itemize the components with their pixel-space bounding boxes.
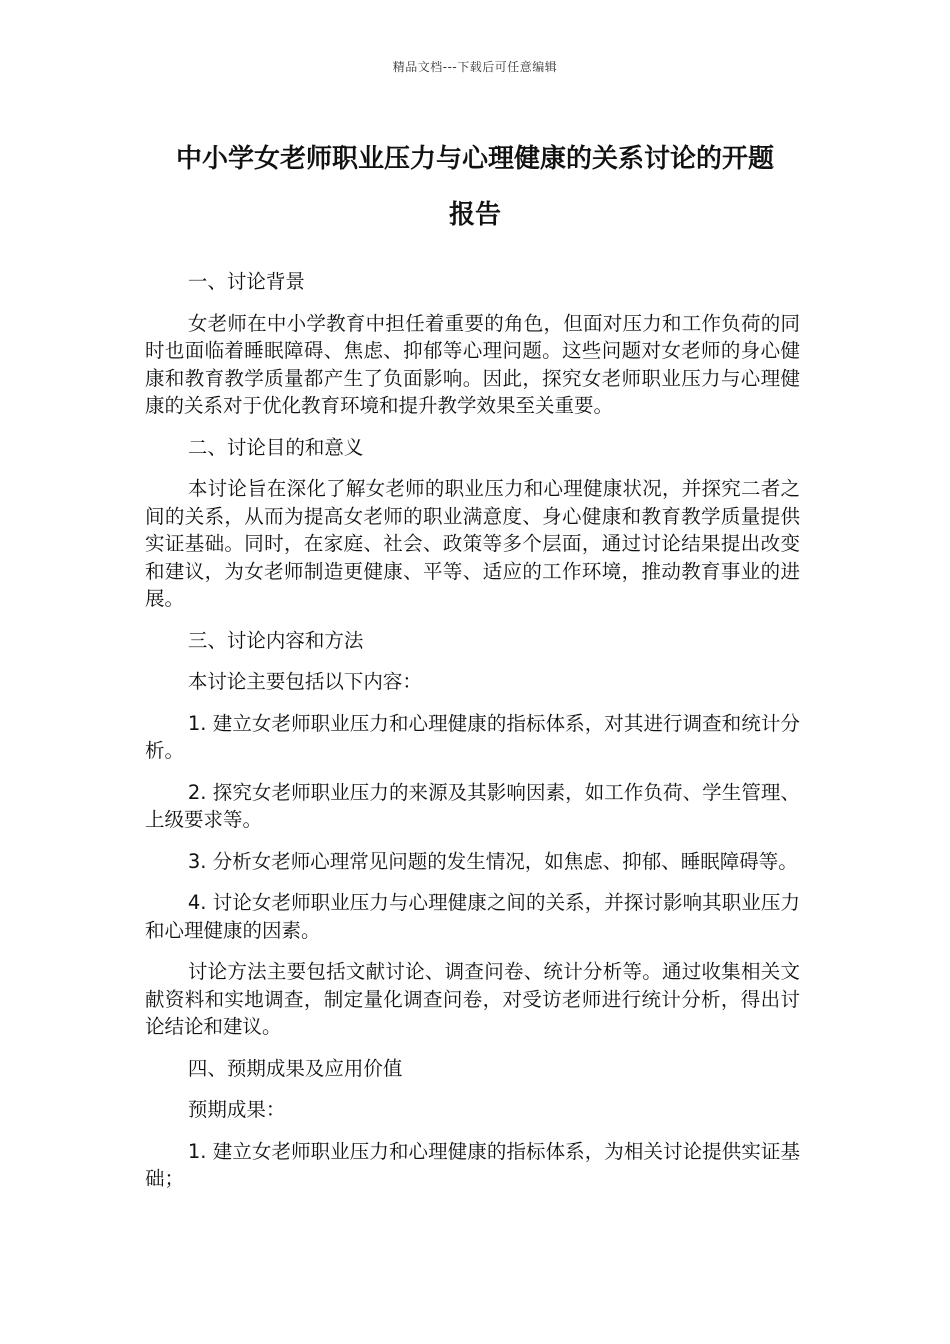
section-heading-expected-results: 四、预期成果及应用价值 bbox=[187, 1056, 403, 1080]
list-item-expected-1: 1. 建立女老师职业压力和心理健康的指标体系，为相关讨论提供实证基础； bbox=[145, 1139, 800, 1190]
section-heading-background: 一、讨论背景 bbox=[187, 270, 305, 293]
section-heading-purpose: 二、讨论目的和意义 bbox=[187, 435, 364, 459]
paragraph-expected-intro: 预期成果： bbox=[187, 1098, 286, 1121]
paragraph-content-intro: 本讨论主要包括以下内容： bbox=[187, 670, 422, 693]
paragraph-purpose: 本讨论旨在深化了解女老师的职业压力和心理健康状况，并探究二者之间的关系，从而为提高女老师的职业满意度、身心健康和教育教学质量提供实证基础。同时，在家庭、社会、政策等多个层面，通过讨论结果提出改变和建议，为女老师制造更健康、平等、适应的工作环境，推动教育事业的进展。 bbox=[145, 477, 800, 610]
title-line-2: 报告 bbox=[448, 200, 501, 230]
title-line-1: 中小学女老师职业压力与心理健康的关系讨论的开题 bbox=[175, 144, 774, 174]
document-body bbox=[145, 268, 800, 1207]
paragraph-method: 讨论方法主要包括文献讨论、调查问卷、统计分析等。通过收集相关文献资料和实地调查，制定量化调查问卷，对受访老师进行统计分析，得出讨论结论和建议。 bbox=[145, 960, 800, 1038]
document-title bbox=[120, 131, 830, 243]
list-item-content-2: 2. 探究女老师职业压力的来源及其影响因素，如工作负荷、学生管理、上级要求等。 bbox=[145, 780, 800, 831]
list-item-content-3: 3. 分析女老师心理常见问题的发生情况，如焦虑、抑郁、睡眠障碍等。 bbox=[187, 849, 798, 873]
paragraph-background: 女老师在中小学教育中担任着重要的角色，但面对压力和工作负荷的同时也面临着睡眠障碍、焦虑、抑郁等心理问题。这些问题对女老师的身心健康和教育教学质量都产生了负面影响。因此，探究女老师职业压力与心理健康的关系对于优化教育环境和提升教学效果至关重要。 bbox=[145, 311, 800, 417]
page-header-watermark: 精品文档---下载后可任意编辑 bbox=[392, 60, 558, 74]
list-item-content-4: 4. 讨论女老师职业压力与心理健康之间的关系，并探讨影响其职业压力和心理健康的因素。 bbox=[145, 891, 800, 942]
section-heading-content-method: 三、讨论内容和方法 bbox=[187, 628, 364, 652]
list-item-content-1: 1. 建立女老师职业压力和心理健康的指标体系，对其进行调查和统计分析。 bbox=[145, 711, 800, 762]
